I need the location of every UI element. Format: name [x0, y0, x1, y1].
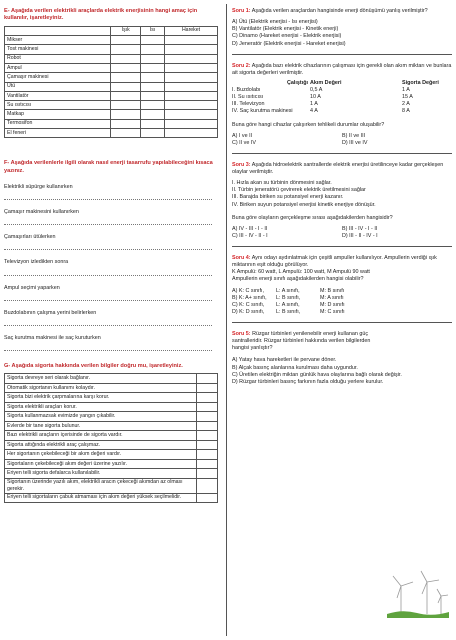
- bulb-values: K Ampulü: 60 watt, L Ampulü: 100 watt, M Ampulü 90 watt: [232, 269, 370, 276]
- statement-text: Sigorta bizi elektrik çarpmalarına karşı korur.: [5, 393, 197, 403]
- option[interactable]: [232, 295, 452, 302]
- fuse-value: 2 A: [402, 101, 410, 108]
- mark-cell[interactable]: [141, 36, 165, 45]
- appliance-name: El feneri: [5, 129, 111, 138]
- statement-text: Eriyen telli sigorta defalarca kullanılabilir.: [5, 469, 197, 479]
- current-value: 10 A: [310, 94, 321, 101]
- prompt-text: Elektrikli süpürge kullanırken: [4, 184, 73, 191]
- option[interactable]: [232, 309, 452, 316]
- question-3: [232, 162, 452, 240]
- option[interactable]: B) Alçak basınç alanlarına kurulması daha uygundur.: [232, 364, 358, 371]
- question-prompt: Ampullerin enerji sınıfı aşağıdakilerden hangisi olabilir?: [232, 276, 364, 283]
- option-part: L: B sınıfı,: [276, 294, 301, 301]
- option-part: M: C sınıfı: [320, 308, 345, 315]
- mark-cell[interactable]: [165, 45, 218, 54]
- table-row: [5, 393, 218, 403]
- mark-cell[interactable]: [141, 119, 165, 128]
- mark-cell[interactable]: [141, 91, 165, 100]
- table-header: Işık: [111, 26, 141, 35]
- mark-cell[interactable]: [141, 54, 165, 63]
- answer-box[interactable]: [197, 393, 218, 403]
- option[interactable]: D) III ve IV: [342, 139, 368, 146]
- prompt-text: Saç kurutma makinesi ile saç kuruturken: [4, 334, 101, 341]
- divider: [232, 54, 452, 55]
- section-f-item: [4, 259, 222, 275]
- current-table: [232, 80, 452, 116]
- answer-line[interactable]: [4, 344, 212, 351]
- column-divider: [226, 4, 227, 636]
- statement-text: Eriyen telli sigortaların çabuk atmaması için akım değeri yüksek seçilmelidir.: [5, 493, 197, 503]
- section-f-item: [4, 310, 222, 326]
- answer-box[interactable]: [197, 431, 218, 441]
- mark-cell[interactable]: [165, 63, 218, 72]
- option-part: L: B sınıfı,: [276, 308, 301, 315]
- mark-cell[interactable]: [165, 101, 218, 110]
- question-text: Rüzgar türbinleri yenilenebilir enerji kullanan güç santralleridir. Rüzgar türbinleri hakkında verilen bilgilerden hangisi yanlıştır?: [232, 331, 371, 352]
- table-row: [5, 101, 218, 110]
- prompt-text: Ampul seçimi yaparken: [4, 284, 60, 291]
- table-row: [5, 45, 218, 54]
- mark-cell[interactable]: [111, 73, 141, 82]
- fuse-value: 1 A: [402, 87, 410, 93]
- question-4: [232, 255, 452, 316]
- mark-cell[interactable]: [165, 119, 218, 128]
- table-row: [5, 110, 218, 119]
- option[interactable]: A) Yatay hava hareketleri ile pervane döner.: [232, 357, 337, 364]
- section-f-item: [4, 285, 222, 301]
- table-row: [5, 459, 218, 469]
- table-row: [5, 54, 218, 63]
- answer-box[interactable]: [197, 450, 218, 460]
- statement-text: Sigortaların çekebileceği akım değeri üzerine yazılır.: [5, 459, 197, 469]
- table-row: [5, 36, 218, 45]
- mark-cell[interactable]: [111, 101, 141, 110]
- mark-cell[interactable]: [111, 110, 141, 119]
- table-row: [5, 440, 218, 450]
- mark-cell[interactable]: [111, 129, 141, 138]
- mark-cell[interactable]: [111, 82, 141, 91]
- prompt-text: Çamaşır makinesini kullanırken: [4, 209, 79, 216]
- current-value: 0,5 A: [310, 87, 323, 93]
- table-header: Hareket: [165, 26, 218, 35]
- mark-cell[interactable]: [141, 110, 165, 119]
- table-row: [5, 383, 218, 393]
- options-list: [232, 357, 446, 386]
- table-row: [5, 119, 218, 128]
- mark-cell[interactable]: [141, 45, 165, 54]
- mark-cell[interactable]: [141, 73, 165, 82]
- option[interactable]: C) Dinamo (Hareket enerjisi - Elektrik enerjisi): [232, 33, 342, 40]
- prompt-text: Televizyon izledikten sonra: [4, 259, 69, 266]
- answer-box[interactable]: [197, 402, 218, 412]
- appliance-name: Mikser: [5, 36, 111, 45]
- appliance-name: Robot: [5, 54, 111, 63]
- option-part: M: A sınıfı: [320, 294, 344, 301]
- mark-cell[interactable]: [141, 129, 165, 138]
- table-row: [5, 63, 218, 72]
- mark-cell[interactable]: [165, 129, 218, 138]
- mark-cell[interactable]: [111, 63, 141, 72]
- answer-box[interactable]: [197, 469, 218, 479]
- steps-list: [232, 180, 452, 209]
- question-5: [232, 331, 382, 352]
- statement-text: Sigorta elektrikli araçları korur.: [5, 402, 197, 412]
- option[interactable]: C) II ve IV: [232, 139, 256, 146]
- current-value: 1 A: [310, 101, 318, 108]
- statement-text: Bazı elektrikli araçların içerisinde de sigorta vardır.: [5, 431, 197, 441]
- mark-cell[interactable]: [165, 91, 218, 100]
- section-f-title: F- Aşağıda verilenlerle ilgili olarak nasıl enerji tasarrufu yapılabileceğini kısaca yazınız.: [4, 160, 213, 174]
- question-2: [232, 63, 452, 147]
- option-part: M: D sınıfı: [320, 301, 345, 308]
- table-header: Sigorta Değeri: [402, 79, 439, 86]
- mark-cell[interactable]: [165, 54, 218, 63]
- current-value: 4 A: [310, 108, 318, 115]
- mark-cell[interactable]: [165, 73, 218, 82]
- mark-cell[interactable]: [111, 119, 141, 128]
- option[interactable]: B) III - IV - I - II: [342, 225, 378, 232]
- answer-line[interactable]: [4, 218, 212, 225]
- fuse-value: 8 A: [402, 108, 410, 115]
- section-e-table: [4, 26, 218, 139]
- wind-turbine-icon: [387, 568, 449, 618]
- options-list: [232, 19, 452, 48]
- table-row: [5, 412, 218, 422]
- table-row: [5, 450, 218, 460]
- appliance-name: Matkap: [5, 110, 111, 119]
- option[interactable]: B) II ve III: [342, 132, 366, 139]
- mark-cell[interactable]: [165, 82, 218, 91]
- table-row: [5, 91, 218, 100]
- option[interactable]: [232, 288, 452, 295]
- option[interactable]: A) Ütü (Elektrik enerjisi - Isı enerjisi): [232, 19, 318, 26]
- answer-line[interactable]: [4, 243, 212, 250]
- option[interactable]: D) Jeneratör (Elektrik enerjisi - Hareket enerjisi): [232, 40, 346, 47]
- left-column: [4, 8, 222, 503]
- device-name: II. Su ısıtıcısı: [232, 94, 264, 101]
- question-text: Aşağıda hidroelektrik santrallerde elektrik enerjisi üretilinceye kadar gerçekleşen olaylar verilmiştir.: [232, 161, 444, 175]
- divider: [232, 322, 452, 323]
- table-row: [5, 478, 218, 493]
- answer-line[interactable]: [4, 269, 212, 276]
- fuse-value: 15 A: [402, 94, 413, 101]
- table-row: [5, 469, 218, 479]
- answer-box[interactable]: [197, 421, 218, 431]
- mark-cell[interactable]: [165, 36, 218, 45]
- answer-box[interactable]: [197, 412, 218, 422]
- mark-cell[interactable]: [111, 36, 141, 45]
- question-label: Soru 4:: [232, 255, 251, 261]
- option-part: C) K: C sınıfı,: [232, 301, 265, 308]
- step: IV. Biriken suyun potansiyel enerjisi kinetik enerjiye dönüşür.: [232, 201, 376, 208]
- mark-cell[interactable]: [111, 54, 141, 63]
- question-text: Aşağıda verilen araçlardan hangisinde enerji dönüşümü yanlış verilmiştir?: [251, 8, 428, 14]
- table-header: Çalıştığı: [287, 79, 308, 86]
- answer-box[interactable]: [197, 440, 218, 450]
- answer-box[interactable]: [197, 478, 218, 493]
- table-header: Akım Değeri: [310, 79, 342, 86]
- option[interactable]: A) I ve II: [232, 132, 253, 139]
- statement-text: Evlerde bir tane sigorta bulunur.: [5, 421, 197, 431]
- statement-text: Her sigortanın çekebileceği bir akım değeri vardır.: [5, 450, 197, 460]
- appliance-name: Ampul: [5, 63, 111, 72]
- question-1: [232, 8, 452, 48]
- question-prompt: Buna göre hangi cihazlar çalışırken tehlikeli durumlar oluşabilir?: [232, 121, 385, 128]
- table-header: [5, 26, 111, 35]
- statement-text: Sigorta devreye seri olarak bağlanır.: [5, 374, 197, 384]
- option[interactable]: B) Vantilatör (Elektrik enerjisi - Kinetik enerji): [232, 26, 339, 33]
- table-row: [5, 431, 218, 441]
- statement-text: Otomatik sigortanın kullanımı kolaydır.: [5, 383, 197, 393]
- section-f-item: [4, 335, 222, 351]
- appliance-name: Su ısıtıcısı: [5, 101, 111, 110]
- section-g-title: G- Aşağıda sigorta hakkında verilen bilgiler doğru mu, işaretleyiniz.: [4, 362, 183, 369]
- answer-box[interactable]: [197, 383, 218, 393]
- options-list: [232, 288, 452, 317]
- right-column: [232, 8, 452, 386]
- answer-box[interactable]: [197, 493, 218, 503]
- question-label: Soru 1:: [232, 8, 251, 14]
- option-part: L: A sınıfı,: [276, 287, 300, 294]
- statement-text: Sigorta kullanmazsak evimizde yangın çıkabilir.: [5, 412, 197, 422]
- option-part: B) K: A+ sınıfı,: [232, 294, 267, 301]
- step: II. Türbin jeneratörü çevirerek elektrik üretilmesini sağlar: [232, 187, 366, 194]
- option[interactable]: D) Rüzgar türbinleri basınç farkının fazla olduğu yerlere kurulur.: [232, 378, 384, 385]
- step: I. Hızla akan su türbinin dönmesini sağlar.: [232, 180, 332, 187]
- appliance-name: Çamaşır makinesi: [5, 73, 111, 82]
- answer-line[interactable]: [4, 294, 212, 301]
- section-f-item: [4, 209, 222, 225]
- appliance-name: Ütü: [5, 82, 111, 91]
- appliance-name: Termosifon: [5, 119, 111, 128]
- table-row: [5, 82, 218, 91]
- option-part: M: B sınıfı: [320, 287, 345, 294]
- question-label: Soru 5:: [232, 331, 251, 337]
- prompt-text: Çamaşırları ütülerken: [4, 234, 56, 241]
- answer-line[interactable]: [4, 319, 212, 326]
- statement-text: Sigorta attığında elektrikli araç çalışmaz.: [5, 440, 197, 450]
- question-label: Soru 3:: [232, 161, 251, 168]
- option[interactable]: D) III - II - IV - I: [342, 232, 378, 239]
- mark-cell[interactable]: [111, 91, 141, 100]
- mark-cell[interactable]: [141, 101, 165, 110]
- section-e-title: E- Aşağıda verilen elektrikli araçlarda elektrik enerjisinin hangi amaç için kullanılır, işaretleyiniz.: [4, 8, 198, 22]
- step: III. Barajda biriken su potansiyel enerji kazanır.: [232, 194, 344, 201]
- table-row: [5, 73, 218, 82]
- answer-box[interactable]: [197, 374, 218, 384]
- option-part: L: A sınıfı,: [276, 301, 300, 308]
- prompt-text: Buzdolabının çalışma yerini belirlerken: [4, 309, 97, 316]
- table-row: [5, 493, 218, 503]
- option[interactable]: C) III - IV - II - I: [232, 232, 268, 239]
- table-row: [5, 129, 218, 138]
- option[interactable]: A) IV - III - I - II: [232, 225, 268, 232]
- section-f-item: [4, 184, 222, 200]
- question-label: Soru 2:: [232, 62, 251, 69]
- answer-line[interactable]: [4, 193, 212, 200]
- answer-box[interactable]: [197, 459, 218, 469]
- question-prompt: Buna göre olayların gerçekleşme sırası aşağıdakilerden hangisidir?: [232, 214, 393, 221]
- table-row: [5, 374, 218, 384]
- device-name: I. Buzdolabı: [232, 87, 261, 93]
- mark-cell[interactable]: [165, 110, 218, 119]
- option[interactable]: C) Üretilen elektriğin miktarı günlük hava olaylarına bağlı olarak değişir.: [232, 371, 402, 378]
- table-row: [5, 402, 218, 412]
- mark-cell[interactable]: [141, 82, 165, 91]
- table-row: [5, 421, 218, 431]
- appliance-name: Vantilatör: [5, 91, 111, 100]
- device-name: IV. Saç kurutma makinesi: [232, 108, 293, 115]
- options-grid: [232, 133, 452, 147]
- mark-cell[interactable]: [111, 45, 141, 54]
- table-header: Isı: [141, 26, 165, 35]
- options-grid: [232, 226, 452, 240]
- option[interactable]: [232, 302, 452, 309]
- question-text: Aynı odayı aydınlatmak için çeşitli ampuller kullanılıyor. Ampullerin verdiği ışık miktarının eşit olduğu görülüyor.: [232, 255, 437, 269]
- divider: [232, 153, 452, 154]
- mark-cell[interactable]: [141, 63, 165, 72]
- statement-text: Sigortanın üzerinde yazılı akım, elektrikli aracın çekeceği akımdan az olması gerekir.: [5, 478, 197, 493]
- device-name: III. Televizyon: [232, 101, 265, 108]
- section-g-table: [4, 373, 218, 503]
- option-part: D) K: D sınıfı,: [232, 308, 265, 315]
- question-text: Aşağıda bazı elektrik cihazlarının çalışması için gerekli olan akım miktarı ve bunlara ait sigorta değerleri verilmiştir.: [232, 62, 452, 76]
- table-header-row: [5, 26, 218, 35]
- divider: [232, 246, 452, 247]
- option-part: A) K: C sınıfı,: [232, 287, 265, 294]
- appliance-name: Tost makinesi: [5, 45, 111, 54]
- section-f-item: [4, 234, 222, 250]
